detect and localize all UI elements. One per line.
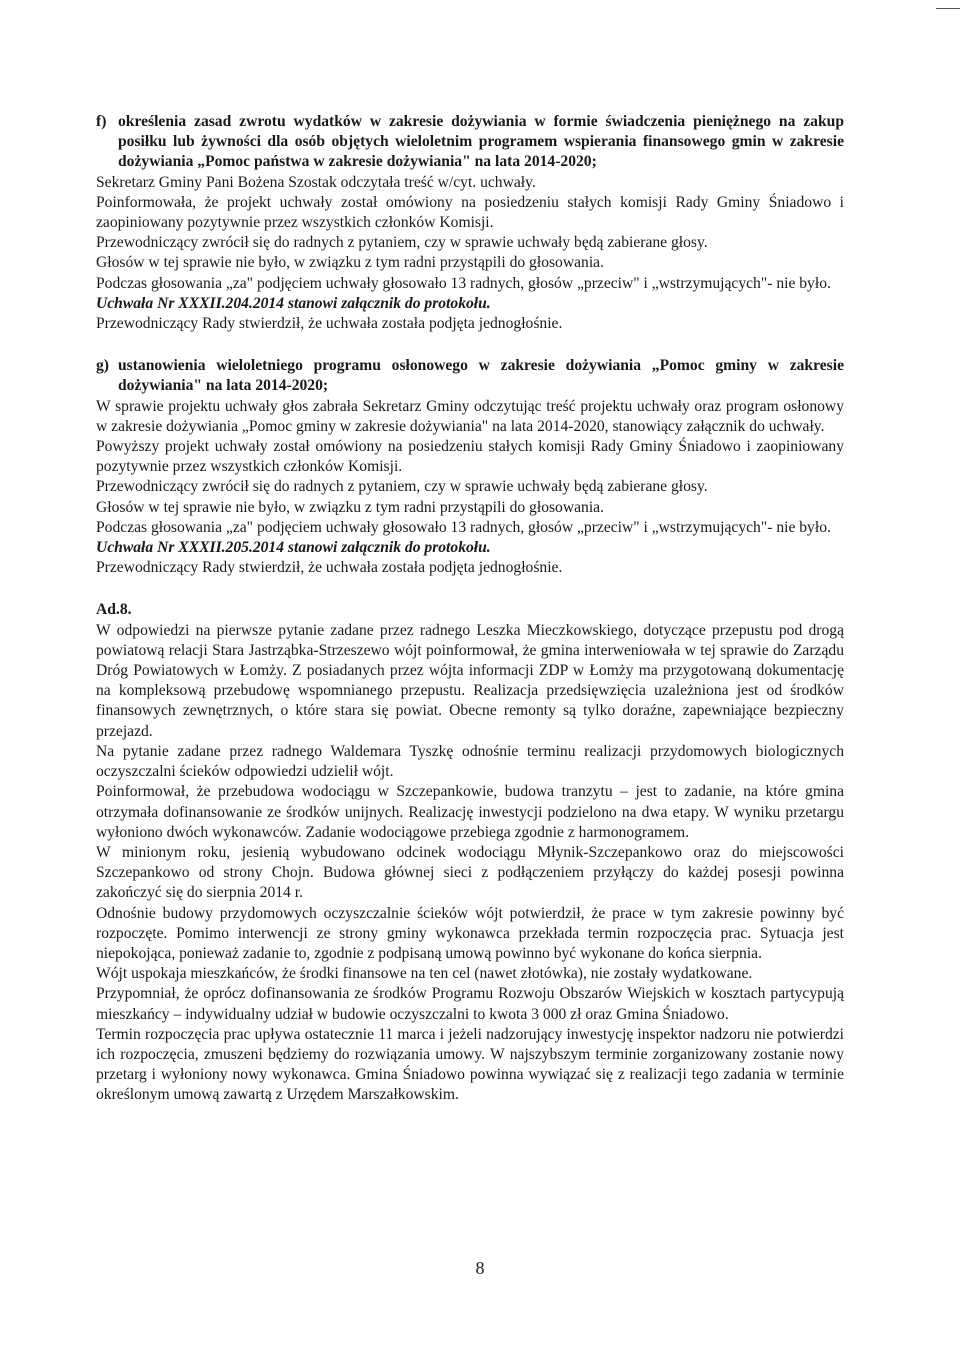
section-g xyxy=(96,356,844,578)
paragraph: Wójt uspokaja mieszkańców, że środki finansowe na ten cel (nawet złotówka), nie zostały wydatkowane. xyxy=(96,965,753,983)
paragraph: Na pytanie zadane przez radnego Waldemara Tyszkę odnośnie terminu realizacji przydomowych biologicznych oczyszczalni ścieków odpowiedzi udzielił wójt. xyxy=(96,742,844,781)
paragraph: W minionym roku, jesienią wybudowano odcinek wodociągu Młynik-Szczepankowo oraz do miejscowości Szczepankowo od strony Chojn. Budowa głównej sieci z podłączeniem przyłączy do każdej posesji powinna zakończyć się do sierpnia 2014 r. xyxy=(96,843,844,902)
closing-statement: Przewodniczący Rady stwierdził, że uchwała została podjęta jednogłośnie. xyxy=(96,315,563,333)
section-g-letter: g) xyxy=(96,357,109,375)
paragraph: Termin rozpoczęcia prac upływa ostatecznie 11 marca i jeżeli nadzorujący inwestycję inspektor nadzoru nie potwierdzi ich rozpoczęcia, zmuszeni będziemy do rozwiązania umowy. W najszybszym terminie zorganizowany zostanie nowy przetarg i wyłoniony nowy wykonawca. Gmina Śniadowo powinna wywiązać się z realizacji tego zadania w terminie określonym umową zawartą z Urzędem Marszałkowskim. xyxy=(96,1025,844,1104)
resolution-reference: Uchwała Nr XXXII.204.2014 stanowi załącznik do protokołu. xyxy=(96,294,491,312)
page-content xyxy=(96,112,844,1128)
paragraph: W odpowiedzi na pierwsze pytanie zadane przez radnego Leszka Mieczkowskiego, dotyczące przepustu pod drogą powiatową relacji Stara Jastrząbka-Strzeszewo wójt poinformował, że gmina interweniowała w tej sprawie do Zarządu Dróg Powiatowych w Łomży. Z posiadanych przez wójta informacji ZDP w Łomży ma przygotowaną dokumentację na kompleksową przebudowę wspomnianego przepustu. Realizacja przedsięwzięcia uzależniona jest od środków finansowych zewnętrznych, o które stara się powiat. Obecne remonty są tylko doraźne, zapewniające bezpieczny przejazd. xyxy=(96,621,844,740)
section-ad8 xyxy=(96,600,844,1105)
paragraph: Podczas głosowania „za" podjęciem uchwały głosowało 13 radnych, głosów „przeciw" i „wstrzymujących"- nie było. xyxy=(96,274,831,292)
section-g-heading-text: ustanowienia wieloletniego programu osłonowego w zakresie dożywiania „Pomoc gminy w zakresie dożywiania" na lata 2014-2020; xyxy=(118,357,844,395)
closing-statement: Przewodniczący Rady stwierdził, że uchwała została podjęta jednogłośnie. xyxy=(96,559,563,577)
paragraph: Głosów w tej sprawie nie było, w związku z tym radni przystąpili do głosowania. xyxy=(96,498,604,516)
paragraph: Podczas głosowania „za" podjęciem uchwały głosowało 13 radnych, głosów „przeciw" i „wstrzymujących"- nie było. xyxy=(96,518,831,536)
section-f-letter: f) xyxy=(96,113,107,130)
paragraph: Powyższy projekt uchwały został omówiony na posiedzeniu stałych komisji Rady Gminy Śniadowo i zaopiniowany pozytywnie przez wszystkich członków Komisji. xyxy=(96,438,844,476)
section-f xyxy=(96,112,844,334)
page-number: 8 xyxy=(475,1258,485,1278)
paragraph: W sprawie projektu uchwały głos zabrała Sekretarz Gminy odczytując treść projektu uchwały oraz program osłonowy w zakresie dożywiania „Pomoc gminy w zakresie dożywiania" na lata 2014-2020, stanowiący załącznik do uchwały. xyxy=(96,397,844,435)
paragraph: Głosów w tej sprawie nie było, w związku z tym radni przystąpili do głosowania. xyxy=(96,254,604,272)
section-ad8-title: Ad.8. xyxy=(96,601,132,619)
section-f-heading-text: określenia zasad zwrotu wydatków w zakresie dożywiania w formie świadczenia pieniężnego na zakup posiłku lub żywności dla osób objętych wieloletnim programem wspierania finansowego gmin w zakresie dożywiania „Pomoc państwa w zakresie dożywiania" na lata 2014-2020; xyxy=(118,113,844,171)
section-g-heading xyxy=(96,356,844,396)
paragraph: Przewodniczący zwrócił się do radnych z pytaniem, czy w sprawie uchwały będą zabierane głosy. xyxy=(96,478,708,496)
paragraph: Przypomniał, że oprócz dofinansowania ze środków Programu Rozwoju Obszarów Wiejskich w kosztach partycypują mieszkańcy – indywidualny udział w budowie oczyszczalni to kwota 3 000 zł oraz Gmina Śniadowo. xyxy=(96,985,844,1023)
paragraph: Odnośnie budowy przydomowych oczyszczalnie ścieków wójt potwierdził, że prace w tym zakresie powinny być rozpoczęte. Pomimo interwencji ze strony gminy wykonawca przekłada termin rozpoczęcia prac. Sytuacja jest niepokojąca, ponieważ zadanie to, zgodnie z podpisaną umową powinno być wykonane do końca sierpnia. xyxy=(96,904,844,962)
paragraph: Przewodniczący zwrócił się do radnych z pytaniem, czy w sprawie uchwały będą zabierane głosy. xyxy=(96,234,708,252)
paragraph: Poinformowała, że projekt uchwały został omówiony na posiedzeniu stałych komisji Rady Gminy Śniadowo i zaopiniowany pozytywnie przez wszystkich członków Komisji. xyxy=(96,193,844,232)
section-f-heading xyxy=(96,112,844,173)
resolution-reference: Uchwała Nr XXXII.205.2014 stanowi załącznik do protokołu. xyxy=(96,539,491,557)
paragraph: Sekretarz Gminy Pani Bożena Szostak odczytała treść w/cyt. uchwały. xyxy=(96,173,536,191)
paragraph: Poinformował, że przebudowa wodociągu w Szczepankowie, budowa tranzytu – jest to zadanie, na które gmina otrzymała dofinansowanie ze środków unijnych. Realizację inwestycji podzielono na dwa etapy. W wyniku przetargu wyłoniono dwóch wykonawców. Zadanie wodociągowe przebiega zgodnie z harmonogramem. xyxy=(96,783,844,841)
scan-edge-mark xyxy=(936,8,960,9)
